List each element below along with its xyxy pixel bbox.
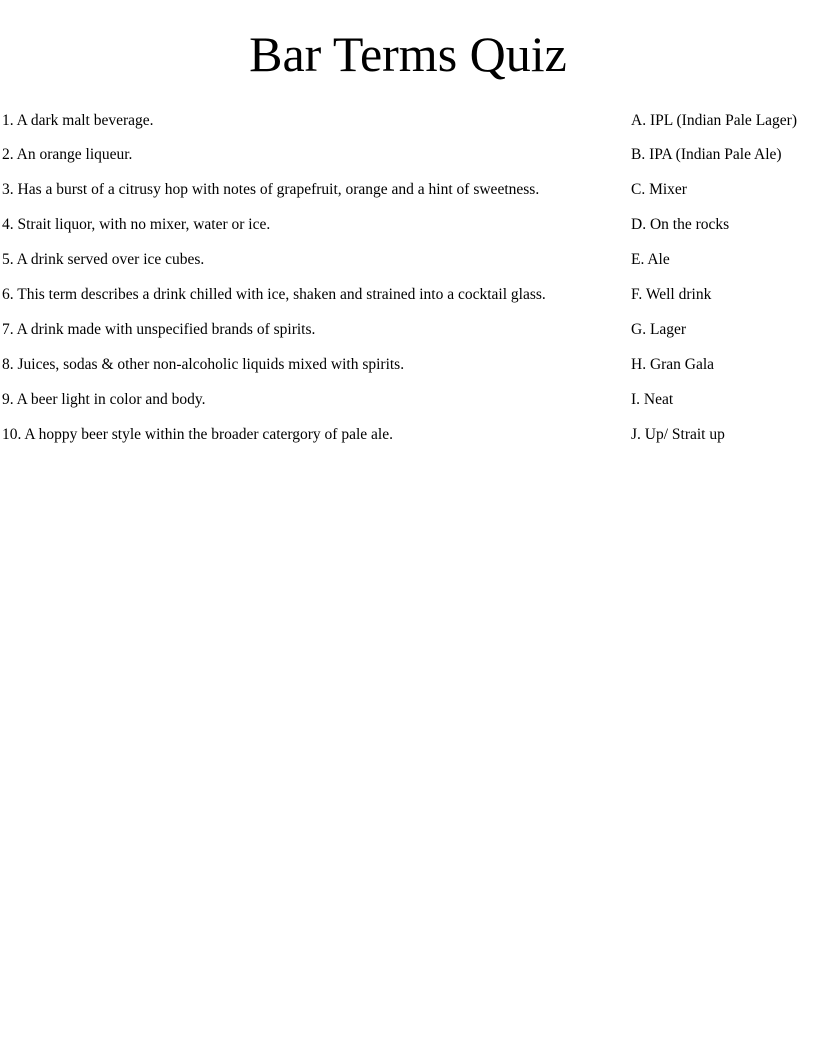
question-text: 6. This term describes a drink chilled with ice, shaken and strained into a cocktail glass. <box>2 285 546 303</box>
question-text: 2. An orange liqueur. <box>2 146 133 164</box>
quiz-row <box>2 146 816 181</box>
quiz-row <box>2 251 816 286</box>
question-text: 5. A drink served over ice cubes. <box>2 251 205 269</box>
question-text: 3. Has a burst of a citrusy hop with notes of grapefruit, orange and a hint of sweetness. <box>2 181 540 199</box>
answer-text: J. Up/ Strait up <box>631 425 725 443</box>
answer-text: G. Lager <box>631 320 687 338</box>
answer-text: C. Mixer <box>631 181 687 199</box>
page-title: Bar Terms Quiz <box>249 26 567 82</box>
answer-text: H. Gran Gala <box>631 355 715 373</box>
answer-text: I. Neat <box>631 390 674 408</box>
question-text: 7. A drink made with unspecified brands of spirits. <box>2 320 316 338</box>
question-text: 4. Strait liquor, with no mixer, water or ice. <box>2 216 271 234</box>
quiz-row <box>2 321 816 356</box>
question-text: 1. A dark malt beverage. <box>2 111 154 129</box>
quiz-row <box>2 356 816 391</box>
quiz-row <box>2 112 816 147</box>
question-text: 10. A hoppy beer style within the broader catergory of pale ale. <box>2 425 393 443</box>
quiz-row <box>2 426 816 461</box>
answer-text: B. IPA (Indian Pale Ale) <box>631 146 782 164</box>
answer-text: F. Well drink <box>631 285 712 303</box>
quiz-row <box>2 391 816 426</box>
answer-text: A. IPL (Indian Pale Lager) <box>631 111 797 129</box>
question-text: 8. Juices, sodas & other non-alcoholic liquids mixed with spirits. <box>2 355 405 373</box>
answer-text: D. On the rocks <box>631 216 730 234</box>
quiz-row <box>2 181 816 216</box>
answer-text: E. Ale <box>631 251 670 269</box>
quiz-row <box>2 286 816 321</box>
question-text: 9. A beer light in color and body. <box>2 390 206 408</box>
quiz-row <box>2 216 816 251</box>
quiz-list <box>0 112 816 461</box>
